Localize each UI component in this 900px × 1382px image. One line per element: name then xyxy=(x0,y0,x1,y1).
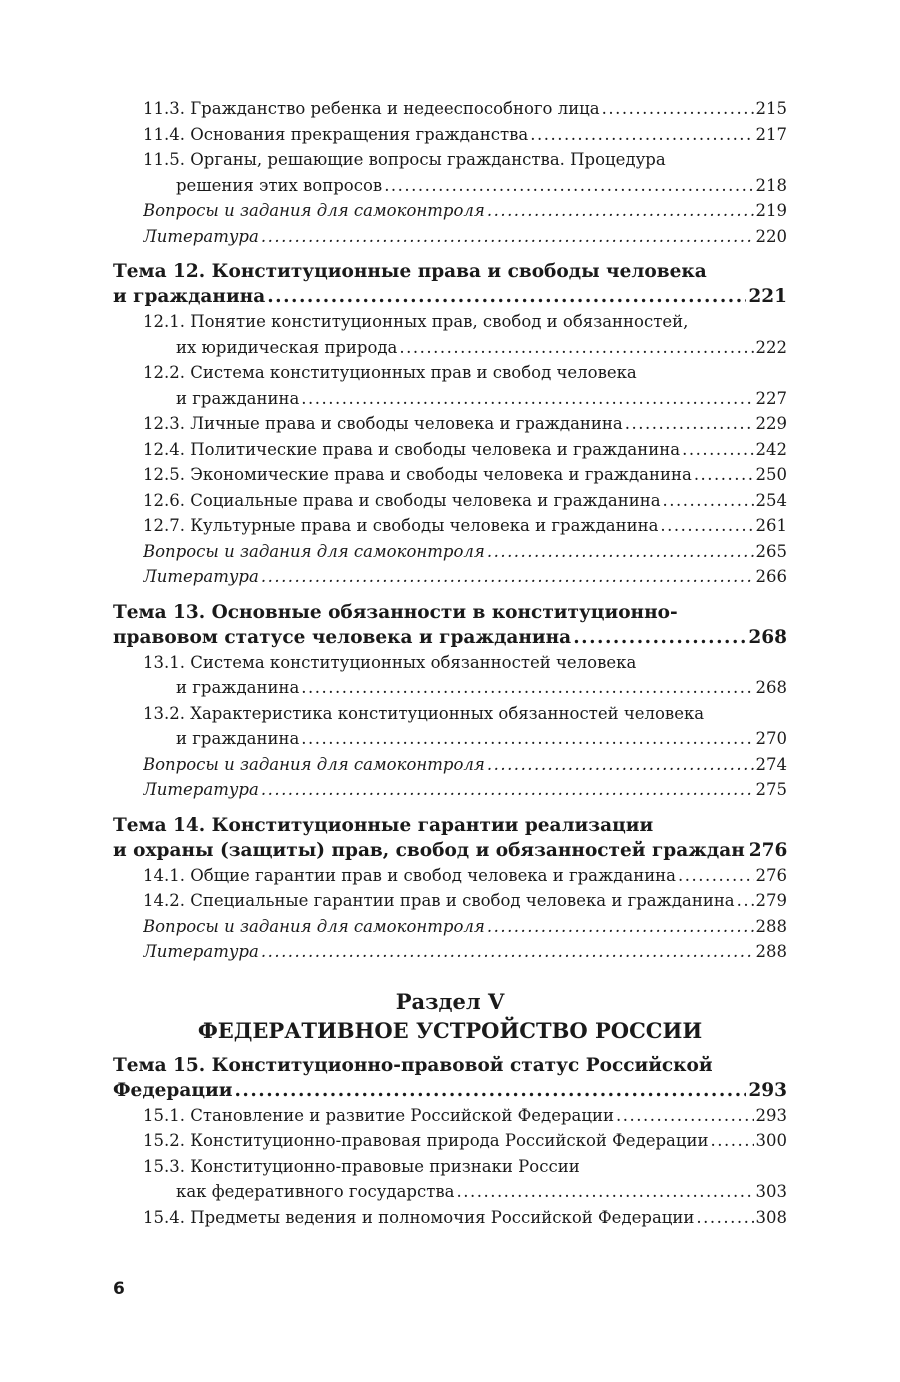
section-label: Раздел V xyxy=(395,988,505,1014)
toc-subentry xyxy=(113,437,787,463)
toc-subentry xyxy=(113,888,787,914)
toc-topic xyxy=(113,259,787,309)
dot-leader xyxy=(384,173,753,199)
dot-leader xyxy=(399,335,753,361)
toc-page-number: 288 xyxy=(755,942,787,961)
toc-entry-title-cont: их юридическая природа xyxy=(176,337,398,357)
toc-subentry xyxy=(113,462,787,488)
toc-entry-title: 13.2. Характеристика конституционных обязанностей человека xyxy=(143,703,705,723)
toc-page-number: 215 xyxy=(755,99,787,118)
toc-entry-title-cont: как федеративного государства xyxy=(176,1182,455,1201)
dot-leader xyxy=(737,888,754,914)
dot-leader xyxy=(573,625,746,650)
dot-leader xyxy=(530,122,753,148)
toc-subentry xyxy=(113,1128,787,1154)
toc-entry-title: 13.1. Система конституционных обязанностей человека xyxy=(143,652,637,672)
toc-page-number: 242 xyxy=(755,439,787,459)
dot-leader xyxy=(696,1205,753,1231)
toc-entry-title: 14.2. Специальные гарантии прав и свобод человека и гражданина xyxy=(143,891,735,910)
toc-entry-title: Тема 15. Конституционно-правовой статус Российской xyxy=(113,1054,713,1076)
toc-entry-title: 12.7. Культурные права и свободы человека и гражданина xyxy=(143,516,659,535)
toc-page-number: 308 xyxy=(755,1207,787,1227)
toc-aux-entry xyxy=(113,752,787,778)
toc-block-part-4 xyxy=(113,96,787,965)
toc-entry-title: Тема 14. Конституционные гарантии реализации xyxy=(113,814,654,836)
toc-entry-title-cont: и охраны (защиты) прав, свобод и обязанностей граждан xyxy=(113,839,745,861)
dot-leader xyxy=(660,513,753,539)
section-title: ФЕДЕРАТИВНОЕ УСТРОЙСТВО РОССИИ xyxy=(197,1017,703,1043)
dot-leader xyxy=(261,564,754,590)
toc-page-number: 265 xyxy=(755,541,787,561)
dot-leader xyxy=(261,777,754,803)
dot-leader xyxy=(602,96,754,122)
dot-leader xyxy=(616,1103,754,1129)
toc-block-part-5 xyxy=(113,1053,787,1231)
toc-aux-entry xyxy=(113,198,787,224)
toc-aux-entry xyxy=(113,224,787,250)
toc-entry-title: Литература xyxy=(143,942,259,961)
dot-leader xyxy=(261,224,754,250)
page-number: 6 xyxy=(113,1279,125,1299)
toc-entry-title-cont: и гражданина xyxy=(176,388,300,408)
dot-leader xyxy=(663,488,754,514)
toc-page-number: 220 xyxy=(755,226,787,246)
toc-aux-entry xyxy=(113,777,787,803)
toc-page-number: 217 xyxy=(755,124,787,144)
toc-page-number: 261 xyxy=(755,516,787,535)
toc-entry-title: 12.4. Политические права и свободы человека и гражданина xyxy=(143,439,681,459)
toc-subentry xyxy=(113,513,787,539)
dot-leader xyxy=(487,914,754,940)
dot-leader xyxy=(487,539,754,565)
dot-leader xyxy=(711,1128,754,1154)
toc-page-number: 218 xyxy=(755,175,787,195)
toc-entry-title-cont: и гражданина xyxy=(176,729,300,748)
toc-page-number: 266 xyxy=(755,567,787,586)
toc-subentry xyxy=(113,701,787,752)
toc-page-number: 227 xyxy=(755,388,787,408)
toc-page-number: 276 xyxy=(748,839,787,861)
toc-entry-title: 11.4. Основания прекращения гражданства xyxy=(143,124,529,144)
toc-entry-title-cont: Федерации xyxy=(113,1079,233,1101)
toc-aux-entry xyxy=(113,914,787,940)
toc-page-number: 300 xyxy=(755,1131,787,1150)
toc-entry-title: 15.4. Предметы ведения и полномочия Российской Федерации xyxy=(143,1207,695,1227)
toc-page-number: 279 xyxy=(755,891,787,910)
toc-entry-title: 11.3. Гражданство ребенка и недееспособного лица xyxy=(143,99,600,118)
toc-entry-title: 11.5. Органы, решающие вопросы гражданства. Процедура xyxy=(143,150,666,169)
toc-page-number: 219 xyxy=(755,201,787,220)
toc-entry-title-cont: и гражданина xyxy=(113,286,266,307)
toc-entry-title-cont: и гражданина xyxy=(176,678,300,697)
dot-leader xyxy=(678,863,753,889)
toc-page-number: 293 xyxy=(748,1079,787,1101)
toc-entry-title: 12.3. Личные права и свободы человека и гражданина xyxy=(143,414,623,433)
toc-entry-title: 14.1. Общие гарантии прав и свобод человека и гражданина xyxy=(143,865,677,885)
toc-page-number: 268 xyxy=(748,626,787,648)
dot-leader xyxy=(487,752,754,778)
toc-entry-title: Вопросы и задания для самоконтроля xyxy=(143,201,485,220)
toc-topic xyxy=(113,813,787,863)
toc-entry-title: 12.2. Система конституционных прав и свобод человека xyxy=(143,363,637,382)
toc-entry-title: 15.2. Конституционно-правовая природа Российской Федерации xyxy=(143,1131,709,1150)
dot-leader xyxy=(694,462,754,488)
dot-leader xyxy=(682,437,753,463)
dot-leader xyxy=(487,198,754,224)
toc-page-number: 275 xyxy=(755,780,787,799)
toc-subentry xyxy=(113,488,787,514)
toc-entry-title: 15.3. Конституционно-правовые признаки России xyxy=(143,1156,580,1176)
toc-aux-entry xyxy=(113,564,787,590)
toc-subentry xyxy=(113,147,787,198)
toc-page-number: 270 xyxy=(755,729,787,748)
toc-entry-title: 12.5. Экономические права и свободы человека и гражданина xyxy=(143,465,692,484)
toc-entry-title: 12.6. Социальные права и свободы человека и гражданина xyxy=(143,490,661,510)
dot-leader xyxy=(456,1179,753,1205)
toc-page-number: 254 xyxy=(755,490,787,510)
toc-page-number: 221 xyxy=(748,286,787,307)
toc-page-number: 229 xyxy=(755,414,787,433)
toc-topic xyxy=(113,1053,787,1103)
toc-subentry xyxy=(113,1154,787,1205)
toc-page-number: 276 xyxy=(755,865,787,885)
toc-subentry xyxy=(113,122,787,148)
toc-entry-title: 12.1. Понятие конституционных прав, свобод и обязанностей, xyxy=(143,312,689,331)
table-of-contents xyxy=(113,96,787,1230)
dot-leader xyxy=(625,411,754,437)
dot-leader xyxy=(234,1078,746,1103)
dot-leader xyxy=(301,726,753,752)
section-heading xyxy=(113,987,787,1045)
toc-subentry xyxy=(113,360,787,411)
toc-entry-title: 15.1. Становление и развитие Российской Федерации xyxy=(143,1105,614,1125)
toc-entry-title-cont: решения этих вопросов xyxy=(176,175,383,195)
toc-entry-title: Вопросы и задания для самоконтроля xyxy=(143,754,485,774)
toc-page-number: 293 xyxy=(755,1105,787,1125)
toc-subentry xyxy=(113,309,787,360)
toc-page-number: 288 xyxy=(755,916,787,936)
dot-leader xyxy=(301,386,753,412)
toc-entry-title: Тема 12. Конституционные права и свободы человека xyxy=(113,261,707,282)
toc-entry-title: Тема 13. Основные обязанности в конституционно- xyxy=(113,601,678,623)
toc-entry-title: Литература xyxy=(143,226,259,246)
toc-entry-title: Литература xyxy=(143,567,259,586)
toc-page-number: 274 xyxy=(755,754,787,774)
toc-aux-entry xyxy=(113,939,787,965)
toc-entry-title-cont: правовом статусе человека и гражданина xyxy=(113,626,572,648)
toc-subentry xyxy=(113,411,787,437)
toc-subentry xyxy=(113,1103,787,1129)
dot-leader xyxy=(267,284,746,309)
toc-page-number: 268 xyxy=(755,678,787,697)
toc-subentry xyxy=(113,650,787,701)
toc-page-number: 250 xyxy=(755,465,787,484)
toc-topic xyxy=(113,600,787,650)
toc-aux-entry xyxy=(113,539,787,565)
toc-entry-title: Вопросы и задания для самоконтроля xyxy=(143,916,485,936)
toc-entry-title: Литература xyxy=(143,780,259,799)
toc-subentry xyxy=(113,1205,787,1231)
toc-entry-title: Вопросы и задания для самоконтроля xyxy=(143,541,485,561)
dot-leader xyxy=(261,939,754,965)
toc-page-number: 222 xyxy=(755,337,787,357)
toc-subentry xyxy=(113,863,787,889)
dot-leader xyxy=(301,675,753,701)
toc-page-number: 303 xyxy=(755,1182,787,1201)
toc-subentry xyxy=(113,96,787,122)
